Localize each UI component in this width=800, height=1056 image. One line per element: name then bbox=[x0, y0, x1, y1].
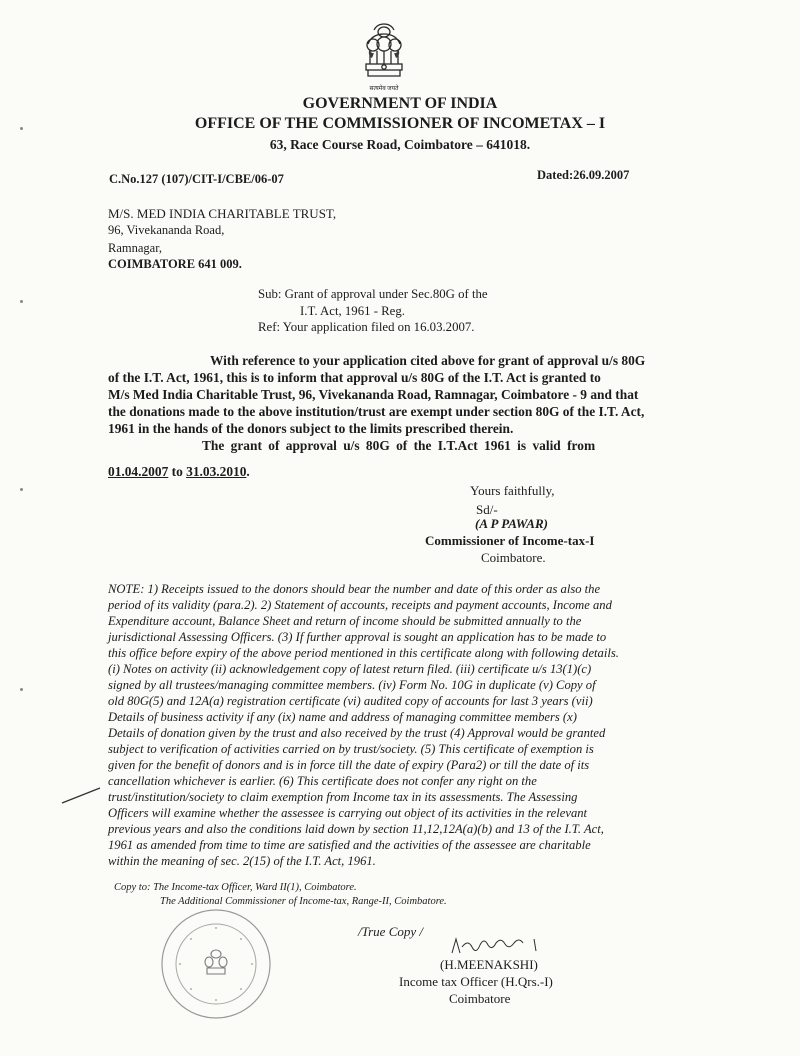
office-seal-stamp bbox=[160, 908, 272, 1020]
header-line-1: GOVERNMENT OF INDIA bbox=[302, 95, 498, 112]
copy-to-line: The Additional Commissioner of Income-tax, Range-II, Coimbatore. bbox=[160, 896, 447, 907]
note-line: (i) Notes on activity (ii) acknowledgement copy of latest return filed. (iii) certificate u/s 13(1)(c) bbox=[108, 662, 592, 676]
attesting-officer-title: Income tax Officer (H.Qrs.-I) bbox=[399, 974, 553, 989]
note-line: Expenditure account, Balance Sheet and return of income should be submitted annually to the bbox=[108, 614, 582, 628]
note-line: period of its validity (para.2). 2) Statement of accounts, receipts and payment accounts, Income and bbox=[108, 598, 612, 612]
national-emblem-icon bbox=[356, 20, 412, 86]
closing: Yours faithfully, bbox=[470, 483, 555, 498]
margin-speck bbox=[20, 300, 23, 303]
margin-pen-mark bbox=[60, 785, 104, 805]
body-line: M/s Med India Charitable Trust, 96, Vivekananda Road, Ramnagar, Coimbatore - 9 and that bbox=[108, 387, 639, 402]
body-line: The grant of approval u/s 80G of the I.T.Act 1961 is valid from bbox=[202, 438, 596, 453]
validity-from: 01.04.2007 bbox=[108, 464, 169, 479]
note-line: trust/institution/society to claim exemption from Income tax in its assessments. The Assessing bbox=[108, 790, 578, 804]
attesting-officer-place: Coimbatore bbox=[449, 991, 511, 1006]
note-line: old 80G(5) and 12A(a) registration certificate (vi) audited copy of accounts for last 3 years (vii) bbox=[108, 694, 593, 708]
validity-end: . bbox=[246, 464, 250, 479]
addressee-line: 96, Vivekananda Road, bbox=[108, 223, 225, 237]
sd-mark: Sd/- bbox=[476, 502, 498, 517]
body-line: of the I.T. Act, 1961, this is to inform that approval u/s 80G of the I.T. Act is granted to bbox=[108, 370, 601, 385]
margin-speck bbox=[20, 127, 23, 130]
date: Dated:26.09.2007 bbox=[537, 168, 630, 182]
note-line: Officers will examine whether the assessee is carrying out object of its activities in the relevant bbox=[108, 806, 588, 820]
addressee-line: Ramnagar, bbox=[108, 241, 162, 255]
note-line: cancellation whichever is earlier. (6) This certificate does not confer any right on the bbox=[108, 774, 537, 788]
signatory-place: Coimbatore. bbox=[481, 550, 546, 565]
copy-to-line: Copy to: The Income-tax Officer, Ward II(1), Coimbatore. bbox=[114, 882, 357, 893]
attesting-officer-name: (H.MEENAKSHI) bbox=[440, 957, 538, 972]
header-line-3: 63, Race Course Road, Coimbatore – 641018. bbox=[269, 137, 531, 152]
validity-to-word: to bbox=[171, 464, 183, 479]
note-line: 1961 as amended from time to time are satisfied and the activities of the assessee are charitable bbox=[108, 838, 591, 852]
body-line: 1961 in the hands of the donors subject to the limits prescribed therein. bbox=[108, 421, 514, 436]
note-line: NOTE: 1) Receipts issued to the donors should bear the number and date of this order as also the bbox=[108, 582, 601, 596]
body-line: With reference to your application cited above for grant of approval u/s 80G bbox=[210, 353, 646, 368]
margin-speck bbox=[20, 688, 23, 691]
note-line: subject to verification of activities carried on by trust/society. (5) This certificate of exemption is bbox=[108, 742, 594, 756]
note-line: Details of donation given by the trust and also received by the trust (4) Approval would be granted bbox=[108, 726, 606, 740]
body-line: the donations made to the above institution/trust are exempt under section 80G of the I.T. Act, bbox=[108, 404, 645, 419]
reference-number: C.No.127 (107)/CIT-I/CBE/06-07 bbox=[109, 172, 284, 186]
subject-line: I.T. Act, 1961 - Reg. bbox=[300, 304, 405, 318]
note-line: signed by all trustees/managing committee members. (iv) Form No. 10G in duplicate (v) Copy of bbox=[108, 678, 596, 692]
validity-period bbox=[108, 464, 250, 480]
note-line: previous years and also the conditions laid down by section 11,12,12A(a)(b) and 13 of the I.T. Act, bbox=[108, 822, 604, 836]
note-line: Details of business activity if any (ix) name and address of managing committee members (x) bbox=[108, 710, 577, 724]
margin-speck bbox=[20, 488, 23, 491]
validity-to: 31.03.2010 bbox=[186, 464, 247, 479]
reference-line: Ref: Your application filed on 16.03.2007. bbox=[258, 320, 475, 334]
addressee-line: M/S. MED INDIA CHARITABLE TRUST, bbox=[108, 206, 337, 221]
handwritten-signature bbox=[448, 935, 544, 959]
signatory-title: Commissioner of Income-tax-I bbox=[425, 533, 595, 548]
note-line: within the meaning of sec. 2(15) of the I.T. Act, 1961. bbox=[108, 854, 376, 868]
subject-line: Sub: Grant of approval under Sec.80G of the bbox=[258, 287, 488, 301]
note-line: jurisdictional Assessing Officers. (3) If further approval is sought an application has to be made to bbox=[108, 630, 607, 644]
true-copy: /True Copy / bbox=[358, 924, 424, 939]
note-line: given for the benefit of donors and is in force till the date of expiry (Para2) or till the date of its bbox=[108, 758, 590, 772]
emblem-caption: सत्यमेव जयते bbox=[369, 86, 399, 92]
addressee-line: COIMBATORE 641 009. bbox=[108, 257, 242, 271]
header-line-2: OFFICE OF THE COMMISSIONER OF INCOMETAX – I bbox=[194, 115, 606, 132]
note-line: this office before expiry of the above period mentioned in this certificate along with following details. bbox=[108, 646, 619, 660]
signatory-name: (A P PAWAR) bbox=[475, 516, 548, 531]
